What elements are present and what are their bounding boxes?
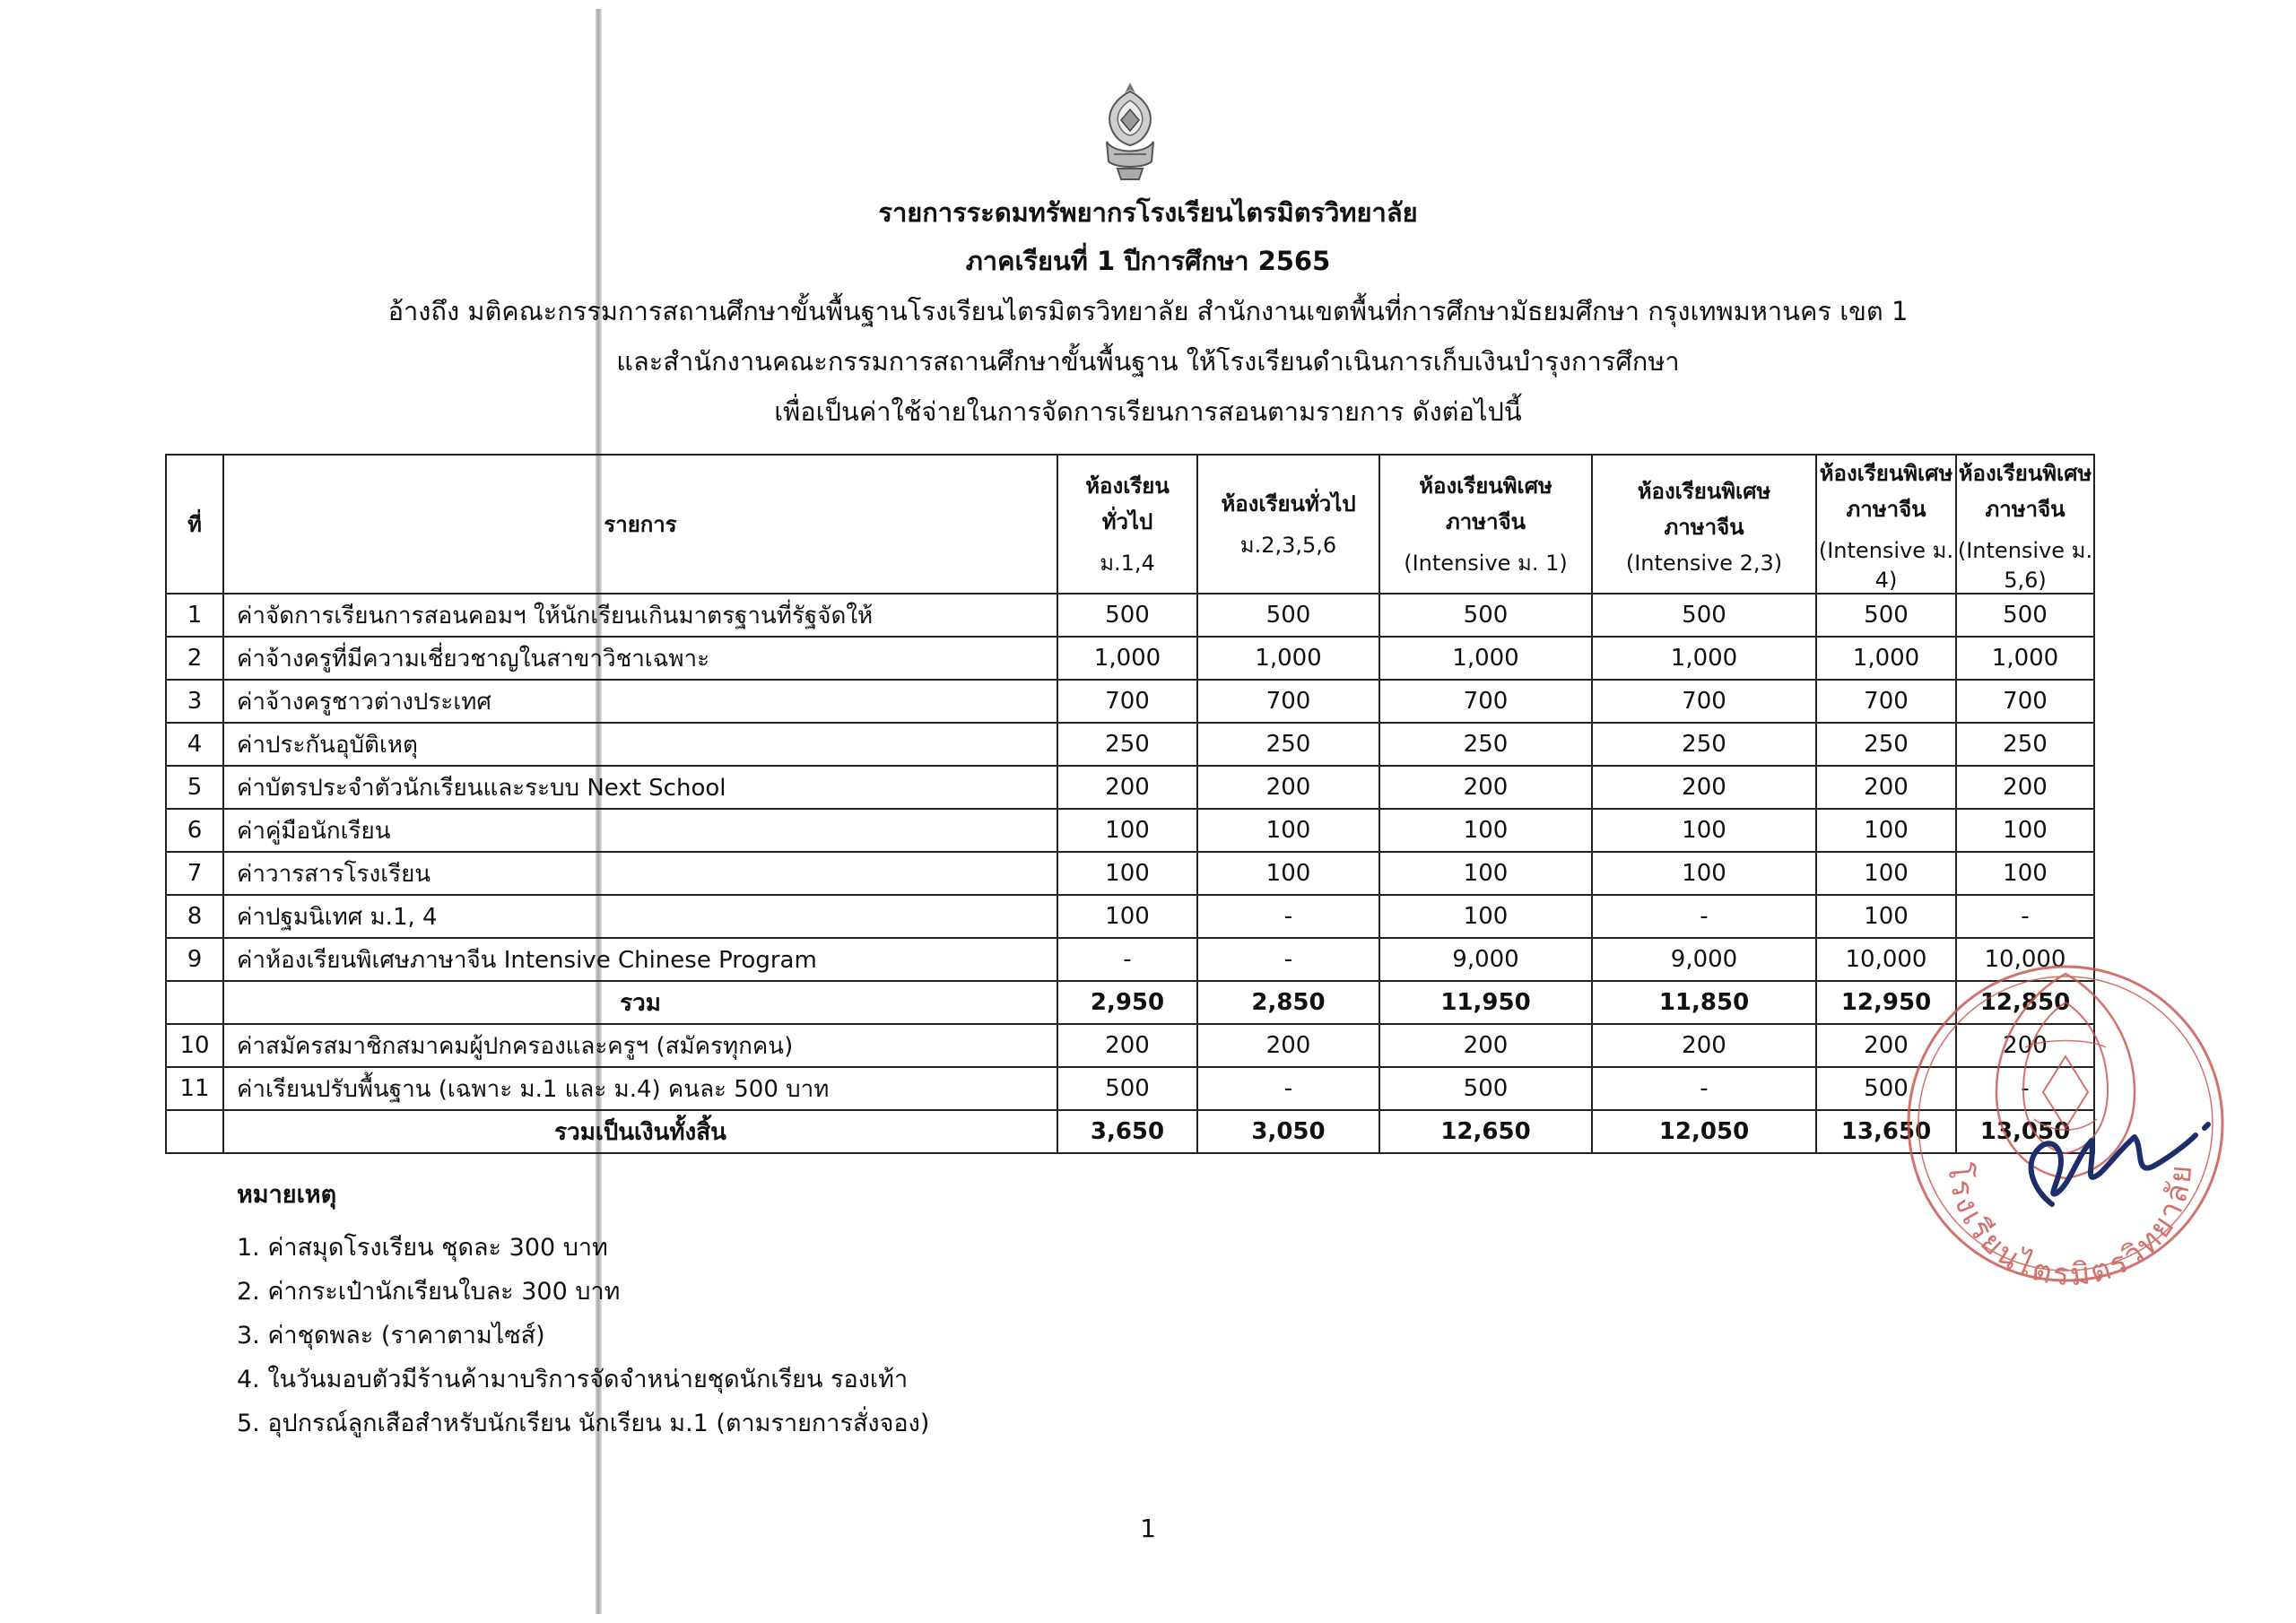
table-body bbox=[166, 594, 2094, 1153]
table-row bbox=[166, 809, 2094, 852]
reference-line-1: อ้างถึง มติคณะกรรมการสถานศึกษาขั้นพื้นฐานโรงเรียนไตรมิตรวิทยาลัย สำนักงานเขตพื้นที่การศึกษามัธยมศึกษา กรุงเทพมหานคร เขต 1 bbox=[387, 296, 1909, 326]
row-value: 250 bbox=[1057, 723, 1197, 766]
row-value: 200 bbox=[1379, 1024, 1592, 1067]
row-value: 200 bbox=[1956, 1024, 2094, 1067]
row-value: 500 bbox=[1816, 594, 1956, 637]
grand-total-row-label: รวมเป็นเงินทั้งสิ้น bbox=[223, 1110, 1057, 1153]
row-value: 200 bbox=[1379, 766, 1592, 809]
reference-line-3: เพื่อเป็นค่าใช้จ่ายในการจัดการเรียนการสอนตามรายการ ดังต่อไปนี้ bbox=[774, 396, 1522, 427]
row-value: 200 bbox=[1956, 766, 2094, 809]
subtotal-row-value: 11,950 bbox=[1379, 981, 1592, 1024]
header-col-3: ห้องเรียนพิเศษ ภาษาจีน (Intensive ม. 1) bbox=[1379, 455, 1592, 594]
row-value: 100 bbox=[1057, 895, 1197, 938]
row-value: 500 bbox=[1057, 1067, 1197, 1110]
row-value: 200 bbox=[1592, 766, 1816, 809]
note-item: 3. ค่าชุดพละ (ราคาตามไซส์) bbox=[237, 1322, 545, 1350]
row-item: ค่าวารสารโรงเรียน bbox=[223, 852, 1057, 895]
row-value: 9,000 bbox=[1379, 938, 1592, 981]
row-value: 100 bbox=[1379, 852, 1592, 895]
subtotal-row-value: 2,950 bbox=[1057, 981, 1197, 1024]
row-value: 10,000 bbox=[1816, 938, 1956, 981]
table-row bbox=[166, 852, 2094, 895]
row-value: 1,000 bbox=[1956, 637, 2094, 680]
subtotal-row bbox=[166, 981, 2094, 1024]
row-value: 100 bbox=[1956, 852, 2094, 895]
note-item: 5. อุปกรณ์ลูกเสือสำหรับนักเรียน นักเรียน ม.1 (ตามรายการสั่งจอง) bbox=[237, 1410, 930, 1437]
row-value: 1,000 bbox=[1816, 637, 1956, 680]
row-value: 1,000 bbox=[1057, 637, 1197, 680]
row-value: 700 bbox=[1816, 680, 1956, 723]
row-item: ค่าคู่มือนักเรียน bbox=[223, 809, 1057, 852]
row-no: 3 bbox=[166, 680, 223, 723]
row-no: 1 bbox=[166, 594, 223, 637]
row-item: ค่าจัดการเรียนการสอนคอมฯ ให้นักเรียนเกินมาตรฐานที่รัฐจัดให้ bbox=[223, 594, 1057, 637]
row-value: - bbox=[1592, 1067, 1816, 1110]
row-value: 500 bbox=[1592, 594, 1816, 637]
row-no: 9 bbox=[166, 938, 223, 981]
row-no: 7 bbox=[166, 852, 223, 895]
document-title: รายการระดมทรัพยากรโรงเรียนไตรมิตรวิทยาลัย bbox=[878, 197, 1418, 228]
row-value: - bbox=[1956, 1067, 2094, 1110]
seal-text: โรงเรียนไตรมิตรวิทยาลัย bbox=[1940, 1161, 2200, 1289]
row-value: 500 bbox=[1057, 594, 1197, 637]
header-col-4: ห้องเรียนพิเศษ ภาษาจีน (Intensive 2,3) bbox=[1592, 455, 1816, 594]
row-value: 500 bbox=[1956, 594, 2094, 637]
row-no: 2 bbox=[166, 637, 223, 680]
row-value: 9,000 bbox=[1592, 938, 1816, 981]
row-value: 100 bbox=[1197, 809, 1379, 852]
reference-line-2: และสำนักงานคณะกรรมการสถานศึกษาขั้นพื้นฐาน ให้โรงเรียนดำเนินการเก็บเงินบำรุงการศึกษา bbox=[616, 346, 1680, 377]
row-value: 250 bbox=[1197, 723, 1379, 766]
subtotal-row-value: 2,850 bbox=[1197, 981, 1379, 1024]
table-row bbox=[166, 723, 2094, 766]
row-item: ค่าจ้างครูที่มีความเชี่ยวชาญในสาขาวิชาเฉพาะ bbox=[223, 637, 1057, 680]
row-no: 5 bbox=[166, 766, 223, 809]
row-value: 200 bbox=[1592, 1024, 1816, 1067]
grand-total-row-value: 12,650 bbox=[1379, 1110, 1592, 1153]
school-emblem-icon bbox=[1094, 79, 1166, 187]
note-item: 4. ในวันมอบตัวมีร้านค้ามาบริการจัดจำหน่ายชุดนักเรียน รองเท้า bbox=[237, 1366, 909, 1393]
row-value: 500 bbox=[1379, 594, 1592, 637]
header-col-5: ห้องเรียนพิเศษ ภาษาจีน (Intensive ม. 4) bbox=[1816, 455, 1956, 594]
row-item: ค่าจ้างครูชาวต่างประเทศ bbox=[223, 680, 1057, 723]
table-header-row bbox=[166, 455, 2094, 594]
row-item: ค่าเรียนปรับพื้นฐาน (เฉพาะ ม.1 และ ม.4) คนละ 500 บาท bbox=[223, 1067, 1057, 1110]
row-value: 200 bbox=[1057, 1024, 1197, 1067]
row-item: ค่าปฐมนิเทศ ม.1, 4 bbox=[223, 895, 1057, 938]
row-value: 100 bbox=[1057, 852, 1197, 895]
header-col-6: ห้องเรียนพิเศษ ภาษาจีน (Intensive ม. 5,6) bbox=[1956, 455, 2094, 594]
fee-table bbox=[165, 454, 2095, 1154]
school-seal-stamp bbox=[1900, 958, 2231, 1289]
row-value: 250 bbox=[1379, 723, 1592, 766]
row-value: - bbox=[1197, 895, 1379, 938]
row-value: - bbox=[1592, 895, 1816, 938]
row-value: 700 bbox=[1379, 680, 1592, 723]
row-value: 200 bbox=[1197, 766, 1379, 809]
blank-cell bbox=[166, 1110, 223, 1153]
row-item: ค่าบัตรประจำตัวนักเรียนและระบบ Next School bbox=[223, 766, 1057, 809]
row-value: 100 bbox=[1816, 809, 1956, 852]
notes-section bbox=[237, 1175, 929, 1445]
table-row bbox=[166, 1067, 2094, 1110]
row-no: 6 bbox=[166, 809, 223, 852]
row-value: 100 bbox=[1197, 852, 1379, 895]
row-value: 200 bbox=[1816, 766, 1956, 809]
row-item: ค่าห้องเรียนพิเศษภาษาจีน Intensive Chinese Program bbox=[223, 938, 1057, 981]
table-row bbox=[166, 766, 2094, 809]
row-item: ค่าสมัครสมาชิกสมาคมผู้ปกครองและครูฯ (สมัครทุกคน) bbox=[223, 1024, 1057, 1067]
row-value: 100 bbox=[1379, 809, 1592, 852]
row-value: 100 bbox=[1592, 852, 1816, 895]
note-item: 2. ค่ากระเป๋านักเรียนใบละ 300 บาท bbox=[237, 1278, 621, 1306]
grand-total-row bbox=[166, 1110, 2094, 1153]
row-value: 250 bbox=[1592, 723, 1816, 766]
row-value: - bbox=[1197, 938, 1379, 981]
row-value: 250 bbox=[1956, 723, 2094, 766]
row-value: - bbox=[1956, 895, 2094, 938]
row-value: - bbox=[1057, 938, 1197, 981]
row-value: 500 bbox=[1816, 1067, 1956, 1110]
row-value: 100 bbox=[1379, 895, 1592, 938]
header-no: ที่ bbox=[166, 455, 223, 594]
row-no: 11 bbox=[166, 1067, 223, 1110]
notes-heading: หมายเหตุ bbox=[237, 1181, 337, 1209]
table-row bbox=[166, 938, 2094, 981]
row-no: 10 bbox=[166, 1024, 223, 1067]
subtotal-row-value: 11,850 bbox=[1592, 981, 1816, 1024]
row-value: 200 bbox=[1197, 1024, 1379, 1067]
row-value: 100 bbox=[1816, 852, 1956, 895]
table-row bbox=[166, 895, 2094, 938]
row-item: ค่าประกันอุบัติเหตุ bbox=[223, 723, 1057, 766]
row-value: 100 bbox=[1592, 809, 1816, 852]
grand-total-row-value: 12,050 bbox=[1592, 1110, 1816, 1153]
subtotal-row-value: 12,950 bbox=[1816, 981, 1956, 1024]
row-value: 700 bbox=[1197, 680, 1379, 723]
row-value: 1,000 bbox=[1197, 637, 1379, 680]
row-value: 500 bbox=[1379, 1067, 1592, 1110]
row-value: 200 bbox=[1816, 1024, 1956, 1067]
row-value: 10,000 bbox=[1956, 938, 2094, 981]
blank-cell bbox=[166, 981, 223, 1024]
row-no: 8 bbox=[166, 895, 223, 938]
grand-total-row-value: 3,050 bbox=[1197, 1110, 1379, 1153]
row-value: 1,000 bbox=[1592, 637, 1816, 680]
subtotal-row-label: รวม bbox=[223, 981, 1057, 1024]
row-value: 700 bbox=[1956, 680, 2094, 723]
row-value: 700 bbox=[1592, 680, 1816, 723]
row-no: 4 bbox=[166, 723, 223, 766]
page-number: 1 bbox=[1140, 1514, 1156, 1543]
row-value: 1,000 bbox=[1379, 637, 1592, 680]
table-row bbox=[166, 594, 2094, 637]
grand-total-row-value: 13,050 bbox=[1956, 1110, 2094, 1153]
grand-total-row-value: 13,650 bbox=[1816, 1110, 1956, 1153]
row-value: 100 bbox=[1956, 809, 2094, 852]
header-item: รายการ bbox=[223, 455, 1057, 594]
document-term: ภาคเรียนที่ 1 ปีการศึกษา 2565 bbox=[965, 246, 1331, 276]
header-col-1: ห้องเรียน ทั่วไป ม.1,4 bbox=[1057, 455, 1197, 594]
note-item: 1. ค่าสมุดโรงเรียน ชุดละ 300 บาท bbox=[237, 1234, 608, 1262]
row-value: 700 bbox=[1057, 680, 1197, 723]
subtotal-row-value: 12,850 bbox=[1956, 981, 2094, 1024]
row-value: 200 bbox=[1057, 766, 1197, 809]
table-row bbox=[166, 1024, 2094, 1067]
table-row bbox=[166, 680, 2094, 723]
row-value: 250 bbox=[1816, 723, 1956, 766]
table-row bbox=[166, 637, 2094, 680]
row-value: 500 bbox=[1197, 594, 1379, 637]
row-value: 100 bbox=[1816, 895, 1956, 938]
header-col-2: ห้องเรียนทั่วไป ม.2,3,5,6 bbox=[1197, 455, 1379, 594]
grand-total-row-value: 3,650 bbox=[1057, 1110, 1197, 1153]
row-value: - bbox=[1197, 1067, 1379, 1110]
row-value: 100 bbox=[1057, 809, 1197, 852]
